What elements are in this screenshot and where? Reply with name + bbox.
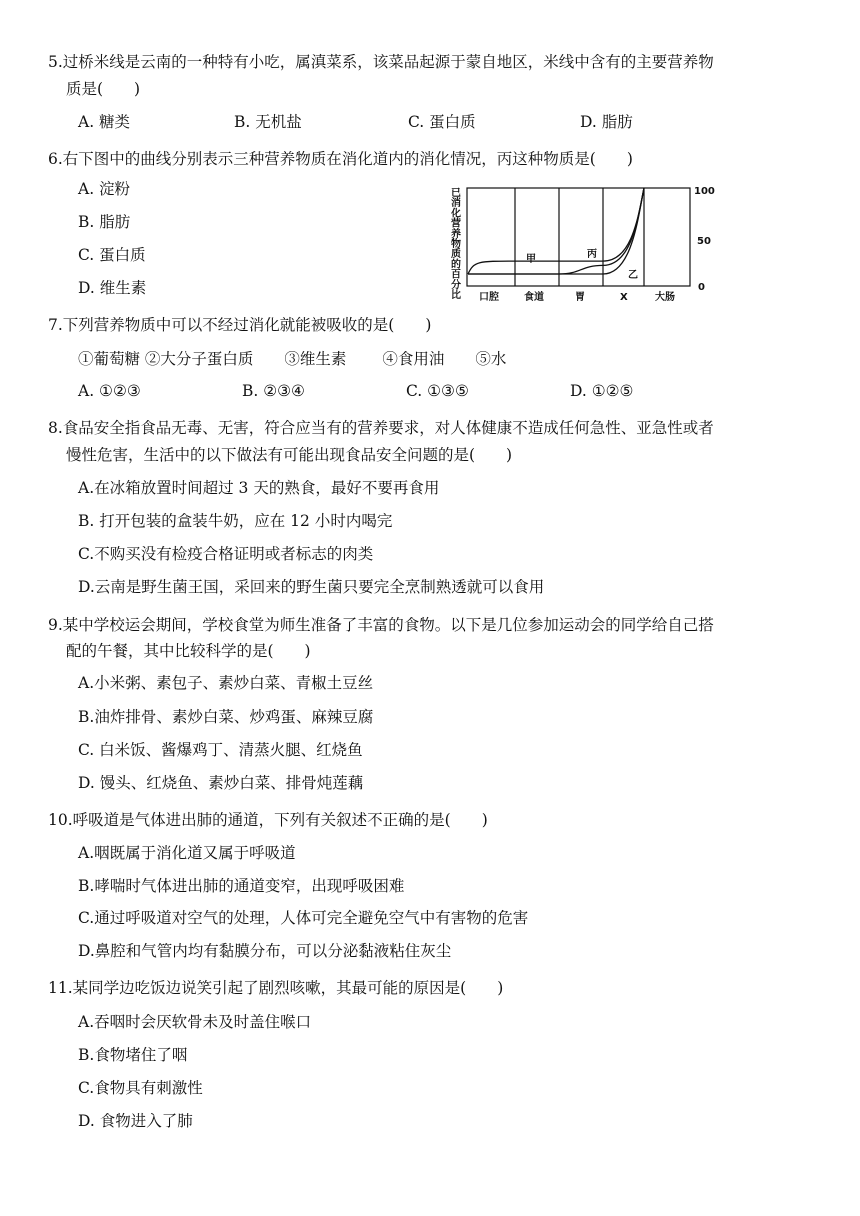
q9-option-c: C. 白米饭、酱爆鸡丁、清蒸火腿、红烧鱼 bbox=[78, 741, 363, 759]
y-axis-label-char: 百 bbox=[451, 269, 461, 281]
q9-option-b: B.油炸排骨、素炒白菜、炒鸡蛋、麻辣豆腐 bbox=[78, 708, 374, 726]
q7-items: ①葡萄糖 ②大分子蛋白质 ③维生素 ④食用油 ⑤水 bbox=[78, 350, 507, 368]
y-axis-label-char: 物 bbox=[451, 239, 461, 250]
q8-stem-line1: 8.食品安全指食品无毒、无害，符合应当有的营养要求，对人体健康不造成任何急性、亚急性或者 bbox=[48, 419, 714, 437]
q5-option-d: D. 脂肪 bbox=[580, 113, 633, 131]
q7-option-d: D. ①②⑤ bbox=[570, 382, 634, 400]
x-label-stomach: 胃 bbox=[575, 292, 585, 303]
y-axis-label-char: 比 bbox=[451, 290, 461, 301]
tick-0: 0 bbox=[698, 282, 705, 293]
q8-option-c: C.不购买没有检疫合格证明或者标志的肉类 bbox=[78, 545, 374, 563]
q10-option-d: D.鼻腔和气管内均有黏膜分布，可以分泌黏液粘住灰尘 bbox=[78, 942, 452, 960]
curve-label-yi: 乙 bbox=[628, 270, 638, 281]
q7-option-b: B. ②③④ bbox=[242, 382, 305, 400]
q8-option-a: A.在冰箱放置时间超过 3 天的熟食，最好不要再食用 bbox=[78, 479, 440, 497]
q11-option-d: D. 食物进入了肺 bbox=[78, 1112, 193, 1130]
q5-option-c: C. 蛋白质 bbox=[408, 113, 476, 131]
x-label-large-intestine: 大肠 bbox=[655, 292, 675, 303]
q11-option-b: B.食物堵住了咽 bbox=[78, 1046, 188, 1064]
q5-stem-line2: 质是( ) bbox=[66, 80, 141, 98]
y-axis-label-char: 养 bbox=[451, 228, 461, 240]
x-label-mouth: 口腔 bbox=[479, 292, 499, 303]
q6-option-d: D. 维生素 bbox=[78, 279, 147, 297]
q7-stem: 7.下列营养物质中可以不经过消化就能被吸收的是( ) bbox=[48, 316, 432, 334]
y-axis-label-char: 营 bbox=[451, 218, 461, 230]
digestion-chart bbox=[448, 182, 720, 304]
q5-option-b: B. 无机盐 bbox=[234, 113, 302, 131]
curve-label-bing: 丙 bbox=[587, 249, 597, 260]
tick-50: 50 bbox=[697, 236, 711, 247]
q10-stem: 10.呼吸道是气体进出肺的通道，下列有关叙述不正确的是( ) bbox=[48, 811, 488, 829]
q10-option-b: B.哮喘时气体进出肺的通道变窄，出现呼吸困难 bbox=[78, 877, 405, 895]
x-label-esophagus: 食道 bbox=[524, 292, 544, 303]
q5-option-a: A. 糖类 bbox=[78, 113, 131, 131]
q6-stem: 6.右下图中的曲线分别表示三种营养物质在消化道内的消化情况，丙这种物质是( ) bbox=[48, 150, 633, 168]
q6-option-a: A. 淀粉 bbox=[78, 180, 131, 198]
q10-option-a: A.咽既属于消化道又属于呼吸道 bbox=[78, 844, 296, 862]
y-axis-label-char: 已 bbox=[451, 188, 461, 199]
y-axis-label-char: 化 bbox=[451, 208, 461, 220]
q7-option-c: C. ①③⑤ bbox=[406, 382, 469, 400]
y-axis-label-char: 质 bbox=[451, 249, 461, 261]
tick-100: 100 bbox=[694, 186, 715, 197]
q6-option-c: C. 蛋白质 bbox=[78, 246, 146, 264]
curve-jia bbox=[468, 188, 644, 274]
q11-option-c: C.食物具有刺激性 bbox=[78, 1079, 203, 1097]
q7-option-a: A. ①②③ bbox=[78, 382, 141, 400]
y-axis-label-char: 分 bbox=[451, 279, 461, 291]
q8-stem-line2: 慢性危害，生活中的以下做法有可能出现食品安全问题的是( ) bbox=[66, 446, 513, 464]
q5-stem-line1: 5.过桥米线是云南的一种特有小吃，属滇菜系，该菜品起源于蒙自地区，米线中含有的主要营养物 bbox=[48, 53, 714, 71]
y-axis-label-char: 的 bbox=[451, 259, 461, 271]
q11-stem: 11.某同学边吃饭边说笑引起了剧烈咳嗽，其最可能的原因是( ) bbox=[48, 979, 504, 997]
q10-option-c: C.通过呼吸道对空气的处理，人体可完全避免空气中有害物的危害 bbox=[78, 909, 529, 927]
q8-option-d: D.云南是野生菌王国，采回来的野生菌只要完全烹制熟透就可以食用 bbox=[78, 578, 545, 596]
curve-label-jia: 甲 bbox=[526, 254, 536, 265]
y-axis-label-char: 消 bbox=[451, 198, 461, 210]
q9-option-d: D. 馒头、红烧鱼、素炒白菜、排骨炖莲藕 bbox=[78, 774, 364, 792]
q11-option-a: A.吞咽时会厌软骨未及时盖住喉口 bbox=[78, 1013, 312, 1031]
x-label-x: X bbox=[620, 292, 628, 303]
q9-stem-line1: 9.某中学校运会期间，学校食堂为师生准备了丰富的食物。以下是几位参加运动会的同学给自己搭 bbox=[48, 616, 714, 634]
q9-stem-line2: 配的午餐，其中比较科学的是( ) bbox=[66, 642, 311, 660]
q9-option-a: A.小米粥、素包子、素炒白菜、青椒土豆丝 bbox=[78, 674, 374, 692]
q6-option-b: B. 脂肪 bbox=[78, 213, 131, 231]
q8-option-b: B. 打开包装的盒装牛奶，应在 12 小时内喝完 bbox=[78, 512, 393, 530]
chart-y-axis-label bbox=[450, 187, 461, 301]
